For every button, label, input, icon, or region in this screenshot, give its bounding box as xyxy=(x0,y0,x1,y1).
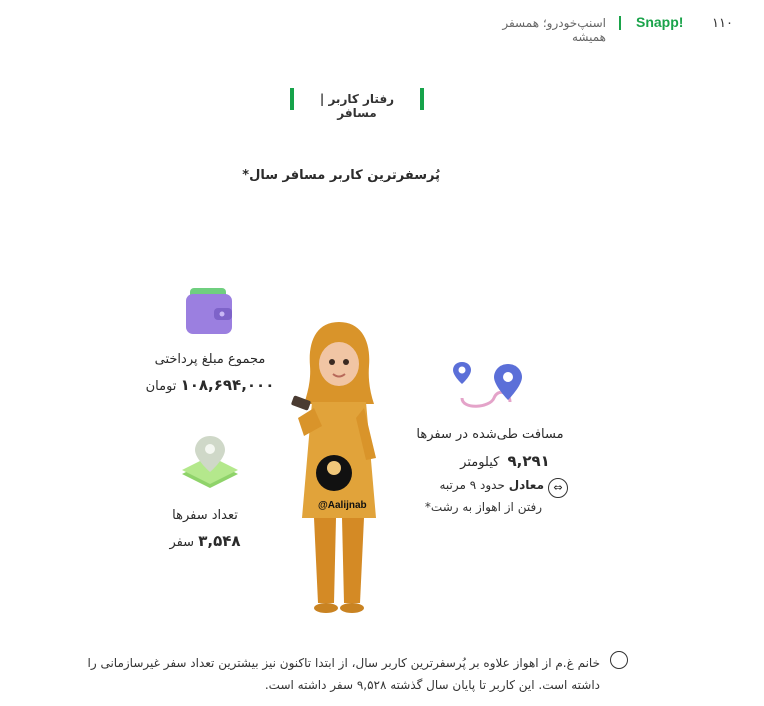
payment-unit: تومان xyxy=(145,379,177,394)
swap-arrows-icon: ⇔ xyxy=(548,478,568,498)
equivalent-text-2: رفتن از اهواز به رشت* xyxy=(424,500,542,514)
tag-bar-left xyxy=(290,88,294,110)
payment-amount: ۱۰۸,۶۹۴,۰۰۰ xyxy=(180,376,275,394)
equivalent-row xyxy=(410,478,570,492)
distance-value xyxy=(440,452,570,470)
route-pins-icon xyxy=(450,358,526,414)
snapp-logo: Snapp! xyxy=(636,14,684,30)
magnifier-icon xyxy=(610,651,628,669)
trips-value xyxy=(150,532,260,550)
page-subtitle: پُرسفرترین کاربر مسافر سال* xyxy=(242,168,440,183)
map-pin-icon xyxy=(180,432,240,492)
header-divider xyxy=(619,16,621,30)
page-number: ۱۱۰ xyxy=(712,16,733,31)
distance-amount: ۹,۲۹۱ xyxy=(507,452,550,470)
trips-unit: سفر xyxy=(169,535,195,550)
wallet-icon xyxy=(180,286,240,342)
equivalent-label: معادل xyxy=(508,478,544,492)
tag-bar-right xyxy=(420,88,424,110)
watermark-text: @Aalijnab xyxy=(318,500,367,511)
distance-unit: کیلومتر xyxy=(460,455,500,470)
payment-label: مجموع مبلغ پرداختی xyxy=(154,352,266,367)
distance-label: مسافت طی‌شده در سفرها xyxy=(416,427,564,442)
trips-label: تعداد سفرها xyxy=(172,508,238,523)
passenger-illustration xyxy=(284,318,394,618)
header-title: اسنپ‌خودرو؛ همسفر همیشه xyxy=(502,16,606,44)
payment-value xyxy=(140,376,280,394)
section-tag: رفتار کاربر | مسافر xyxy=(319,92,395,120)
trips-count: ۳,۵۴۸ xyxy=(198,532,241,550)
equivalent-text: حدود ۹ مرتبه xyxy=(439,478,505,492)
footnote-text: خانم غ.م از اهواز علاوه بر پُرسفرترین کاربر سال، از ابتدا تاکنون نیز بیشترین تعداد سفر غیرسازمانی را داشته است. این کاربر تا پایان سال گذشته ۹,۵۲۸ سفر داشته است. xyxy=(87,656,600,692)
